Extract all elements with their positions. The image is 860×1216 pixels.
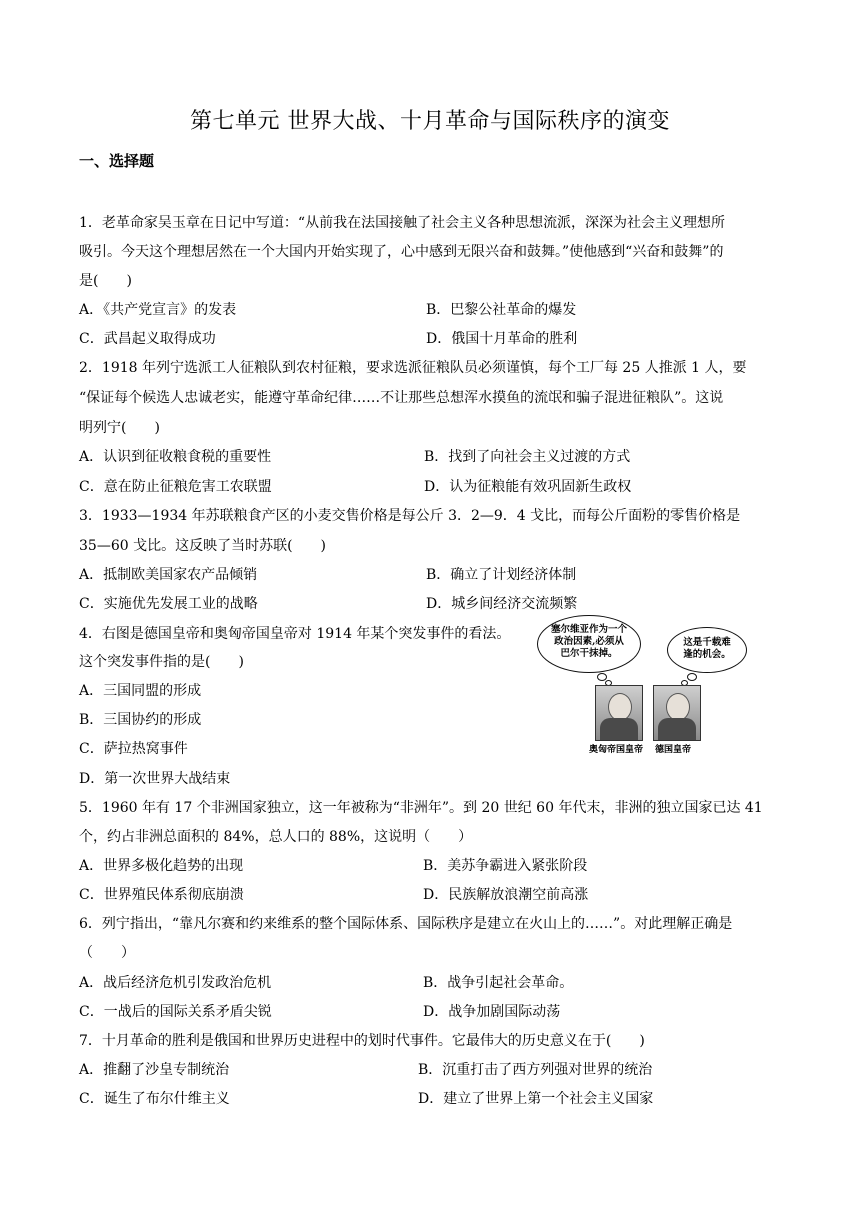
thought-dot <box>687 673 697 681</box>
portrait-caption-left: 奥匈帝国皇帝 <box>589 745 644 755</box>
q1-stem-line: 是( ) <box>79 273 132 289</box>
q2-stem-line: “保证每个候选人忠诚老实，能遵守革命纪律……不让那些总想浑水摸鱼的流氓和骗子混进征粮队”。这说 <box>79 390 724 406</box>
q1-option-a: A．《共产党宣言》的发表 <box>79 302 237 318</box>
section-heading: 一、选择题 <box>79 152 155 170</box>
q5-stem-line: 5．1960 年有 17 个非洲国家独立，这一年被称为“非洲年”。到 20 世纪 60 年代末，非洲的独立国家已达 41 <box>79 800 763 816</box>
q2-stem-line: 2．1918 年列宁选派工人征粮队到农村征粮，要求选派征粮队员必须谨慎，每个工厂每 25 人推派 1 人，要 <box>79 360 747 376</box>
q4-stem-line: 4．右图是德国皇帝和奥匈帝国皇帝对 1914 年某个突发事件的看法。 <box>79 626 511 642</box>
q3-option-a: A．抵制欧美国家农产品倾销 <box>79 567 258 583</box>
emperor-portrait-right <box>653 685 701 741</box>
q2-option-d: D．认为征粮能有效巩固新生政权 <box>424 479 632 495</box>
q5-option-a: A．世界多极化趋势的出现 <box>79 858 244 874</box>
bubble-text: 巴尔干抹掉。 <box>560 648 618 659</box>
q7-option-d: D．建立了世界上第一个社会主义国家 <box>418 1091 654 1107</box>
q4-option-b: B．三国协约的形成 <box>79 712 202 728</box>
speech-bubble-left <box>537 615 641 673</box>
q3-option-c: C．实施优先发展工业的战略 <box>79 596 258 612</box>
q7-option-c: C．诞生了布尔什维主义 <box>79 1091 230 1107</box>
cartoon-figure <box>537 605 777 755</box>
q6-option-d: D．战争加剧国际动荡 <box>423 1004 561 1020</box>
q3-option-d: D．城乡间经济交流频繁 <box>426 596 578 612</box>
q1-option-b: B．巴黎公社革命的爆发 <box>426 302 577 318</box>
q1-option-d: D．俄国十月革命的胜利 <box>426 331 578 347</box>
q3-stem-line: 35—60 戈比。这反映了当时苏联( ) <box>79 538 327 554</box>
q1-stem-line: 1．老革命家吴玉章在日记中写道：“从前我在法国接触了社会主义各种思想流派，深深为社会主义理想所 <box>79 215 726 231</box>
bubble-text: 政治因素,必须从 <box>554 636 624 647</box>
q1-stem-line: 吸引。今天这个理想居然在一个大国内开始实现了，心中感到无限兴奋和鼓舞。”使他感到“兴奋和鼓舞”的 <box>79 244 724 260</box>
q5-stem-line: 个，约占非洲总面积的 84%，总人口的 88%，这说明（ ） <box>79 829 473 845</box>
q4-option-a: A．三国同盟的形成 <box>79 683 202 699</box>
q6-option-c: C．一战后的国际关系矛盾尖锐 <box>79 1004 272 1020</box>
q5-option-c: C．世界殖民体系彻底崩溃 <box>79 887 244 903</box>
q5-option-b: B．美苏争霸进入紧张阶段 <box>423 858 588 874</box>
q6-stem-line: （ ） <box>79 945 135 961</box>
q7-option-a: A．推翻了沙皇专制统治 <box>79 1062 230 1078</box>
bubble-text: 这是千载难 <box>683 637 731 648</box>
q7-stem-line: 7．十月革命的胜利是俄国和世界历史进程中的划时代事件。它最伟大的历史意义在于( ) <box>79 1033 645 1049</box>
q7-option-b: B．沉重打击了西方列强对世界的统治 <box>418 1062 653 1078</box>
q3-stem-line: 3．1933—1934 年苏联粮食产区的小麦交售价格是每公斤 3．2—9．4 戈比，而每公斤面粉的零售价格是 <box>79 508 741 524</box>
portrait-caption-right: 德国皇帝 <box>655 745 692 755</box>
q1-option-c: C．武昌起义取得成功 <box>79 331 216 347</box>
speech-bubble-right <box>667 627 747 673</box>
q4-stem-line: 这个突发事件指的是( ) <box>79 654 244 670</box>
q6-option-b: B．战争引起社会革命。 <box>423 975 574 991</box>
page-title: 第七单元 世界大战、十月革命与国际秩序的演变 <box>190 109 670 134</box>
q3-option-b: B．确立了计划经济体制 <box>426 567 577 583</box>
q2-option-b: B．找到了向社会主义过渡的方式 <box>424 449 631 465</box>
q5-option-d: D．民族解放浪潮空前高涨 <box>423 887 589 903</box>
q2-option-c: C．意在防止征粮危害工农联盟 <box>79 479 272 495</box>
q6-option-a: A．战后经济危机引发政治危机 <box>79 975 272 991</box>
emperor-portrait-left <box>595 685 643 741</box>
q2-option-a: A．认识到征收粮食税的重要性 <box>79 449 272 465</box>
bubble-text: 逢的机会。 <box>683 649 731 660</box>
q4-option-c: C．萨拉热窝事件 <box>79 741 188 757</box>
q6-stem-line: 6．列宁指出，“靠凡尔赛和约来维系的整个国际体系、国际秩序是建立在火山上的……”。对此理解正确是 <box>79 916 733 932</box>
q2-stem-line: 明列宁( ) <box>79 420 160 436</box>
q4-option-d: D．第一次世界大战结束 <box>79 771 231 787</box>
bubble-text: 塞尔维亚作为一个 <box>550 624 627 635</box>
